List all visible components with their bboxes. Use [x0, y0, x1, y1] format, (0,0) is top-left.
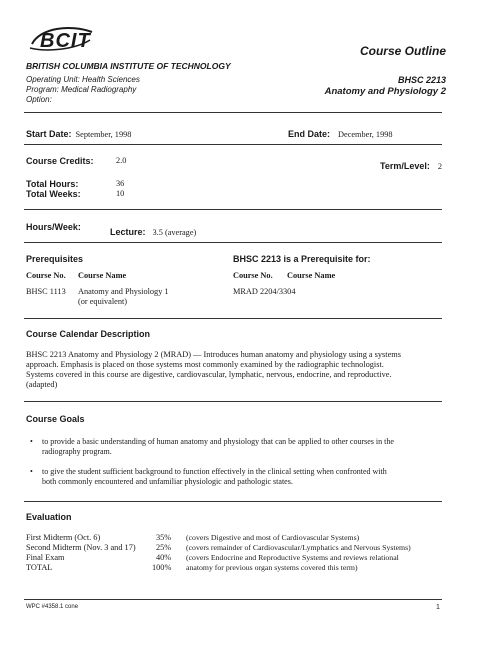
lecture-label: Lecture:	[110, 227, 146, 237]
calendar-line: BHSC 2213 Anatomy and Physiology 2 (MRAD) — Introduces human anatomy and physiology using a systems	[26, 350, 401, 359]
lecture	[110, 222, 196, 240]
divider	[24, 401, 442, 402]
total-hours-value: 36	[116, 179, 125, 188]
hours-week-label: Hours/Week:	[26, 222, 81, 232]
prereq-course-no: BHSC 1113	[26, 287, 66, 296]
prerequisites-heading: Prerequisites	[26, 254, 84, 264]
course-code: BHSC 2213	[397, 75, 446, 85]
total-hours-label: Total Hours:	[26, 179, 79, 189]
divider	[24, 242, 442, 243]
eval-pct: 35%	[156, 533, 172, 542]
program: Program: Medical Radiography	[26, 85, 137, 94]
eval-desc: (covers remainder of Cardiovascular/Lymphatics and Nervous Systems)	[186, 543, 411, 552]
prereq-for-course-no: MRAD 2204/3304	[233, 287, 296, 296]
eval-pct: 40%	[156, 553, 172, 562]
document-title: Course Outline	[359, 44, 446, 58]
divider	[24, 209, 442, 210]
divider	[24, 144, 442, 145]
bcit-logo	[26, 22, 96, 56]
calendar-heading: Course Calendar Description	[26, 329, 151, 339]
option: Option:	[26, 95, 52, 104]
prereq-col-name: Course Name	[78, 271, 127, 280]
logo-text: BCIT	[40, 30, 91, 52]
goal-line: radiography program.	[42, 447, 112, 456]
footer-code: WPC #4358.1 cone	[26, 604, 79, 610]
evaluation-heading: Evaluation	[26, 512, 72, 522]
course-name: Anatomy and Physiology 2	[324, 86, 446, 97]
eval-desc: (covers Endocrine and Reproductive Systems and reviews relational	[186, 553, 399, 562]
prereq-for-col-no: Course No.	[233, 271, 273, 280]
institute-name: BRITISH COLUMBIA INSTITUTE OF TECHNOLOGY	[26, 61, 231, 71]
total-weeks-value: 10	[116, 189, 125, 198]
start-date-label: Start Date:	[26, 129, 72, 139]
end-date-value: December, 1998	[338, 130, 393, 139]
prereq-course-name-2: (or equivalent)	[78, 297, 128, 306]
eval-desc: (covers Digestive and most of Cardiovascular Systems)	[186, 533, 360, 542]
start-date	[26, 124, 131, 142]
goal-line: to provide a basic understanding of human anatomy and physiology that can be applied to other courses in the	[42, 437, 394, 446]
bullet-icon: •	[30, 467, 33, 476]
eval-item: Second Midterm (Nov. 3 and 17)	[26, 543, 136, 552]
end-date	[288, 124, 393, 142]
calendar-line: Systems covered in this course are digestive, cardiovascular, lymphatic, nervous, endocrine, and reproductive.	[26, 370, 392, 379]
goal-line: both commonly encountered and unfamiliar physiologic and pathologic states.	[42, 477, 293, 486]
course-credits-value: 2.0	[116, 156, 127, 165]
eval-pct: 25%	[156, 543, 172, 552]
eval-desc: anatomy for previous organ systems covered this term)	[186, 563, 358, 572]
total-weeks-label: Total Weeks:	[26, 189, 81, 199]
bullet-icon: •	[30, 437, 33, 446]
prereq-for-col-name: Course Name	[287, 271, 336, 280]
divider	[24, 501, 442, 502]
divider	[24, 318, 442, 319]
operating-unit: Operating Unit: Health Sciences	[26, 75, 140, 84]
term-level-label: Term/Level:	[379, 161, 430, 171]
eval-pct: 100%	[152, 563, 172, 572]
course-credits-label: Course Credits:	[26, 156, 94, 166]
divider	[24, 599, 442, 600]
term-level	[380, 156, 442, 174]
goal-line: to give the student sufficient background to function effectively in the clinical setting when confronted with	[42, 467, 387, 476]
divider	[24, 112, 442, 113]
prerequisite-for-heading: BHSC 2213 is a Prerequisite for:	[233, 254, 371, 264]
term-level-value: 2	[437, 162, 442, 171]
prereq-course-name-1: Anatomy and Physiology 1	[78, 287, 169, 296]
eval-item: Final Exam	[26, 553, 65, 562]
end-date-label: End Date:	[288, 129, 331, 139]
lecture-value: 3.5 (average)	[152, 228, 197, 237]
prereq-col-no: Course No.	[26, 271, 66, 280]
calendar-line: (adapted)	[26, 380, 58, 389]
page-number: 1	[436, 604, 440, 611]
eval-item: First Midterm (Oct. 6)	[26, 533, 101, 542]
goals-heading: Course Goals	[26, 414, 85, 424]
start-date-value: September, 1998	[75, 130, 132, 139]
eval-item: TOTAL	[26, 563, 53, 572]
calendar-line: approach. Emphasis is placed on those systems most commonly examined by the radiographic technologist.	[26, 360, 384, 369]
